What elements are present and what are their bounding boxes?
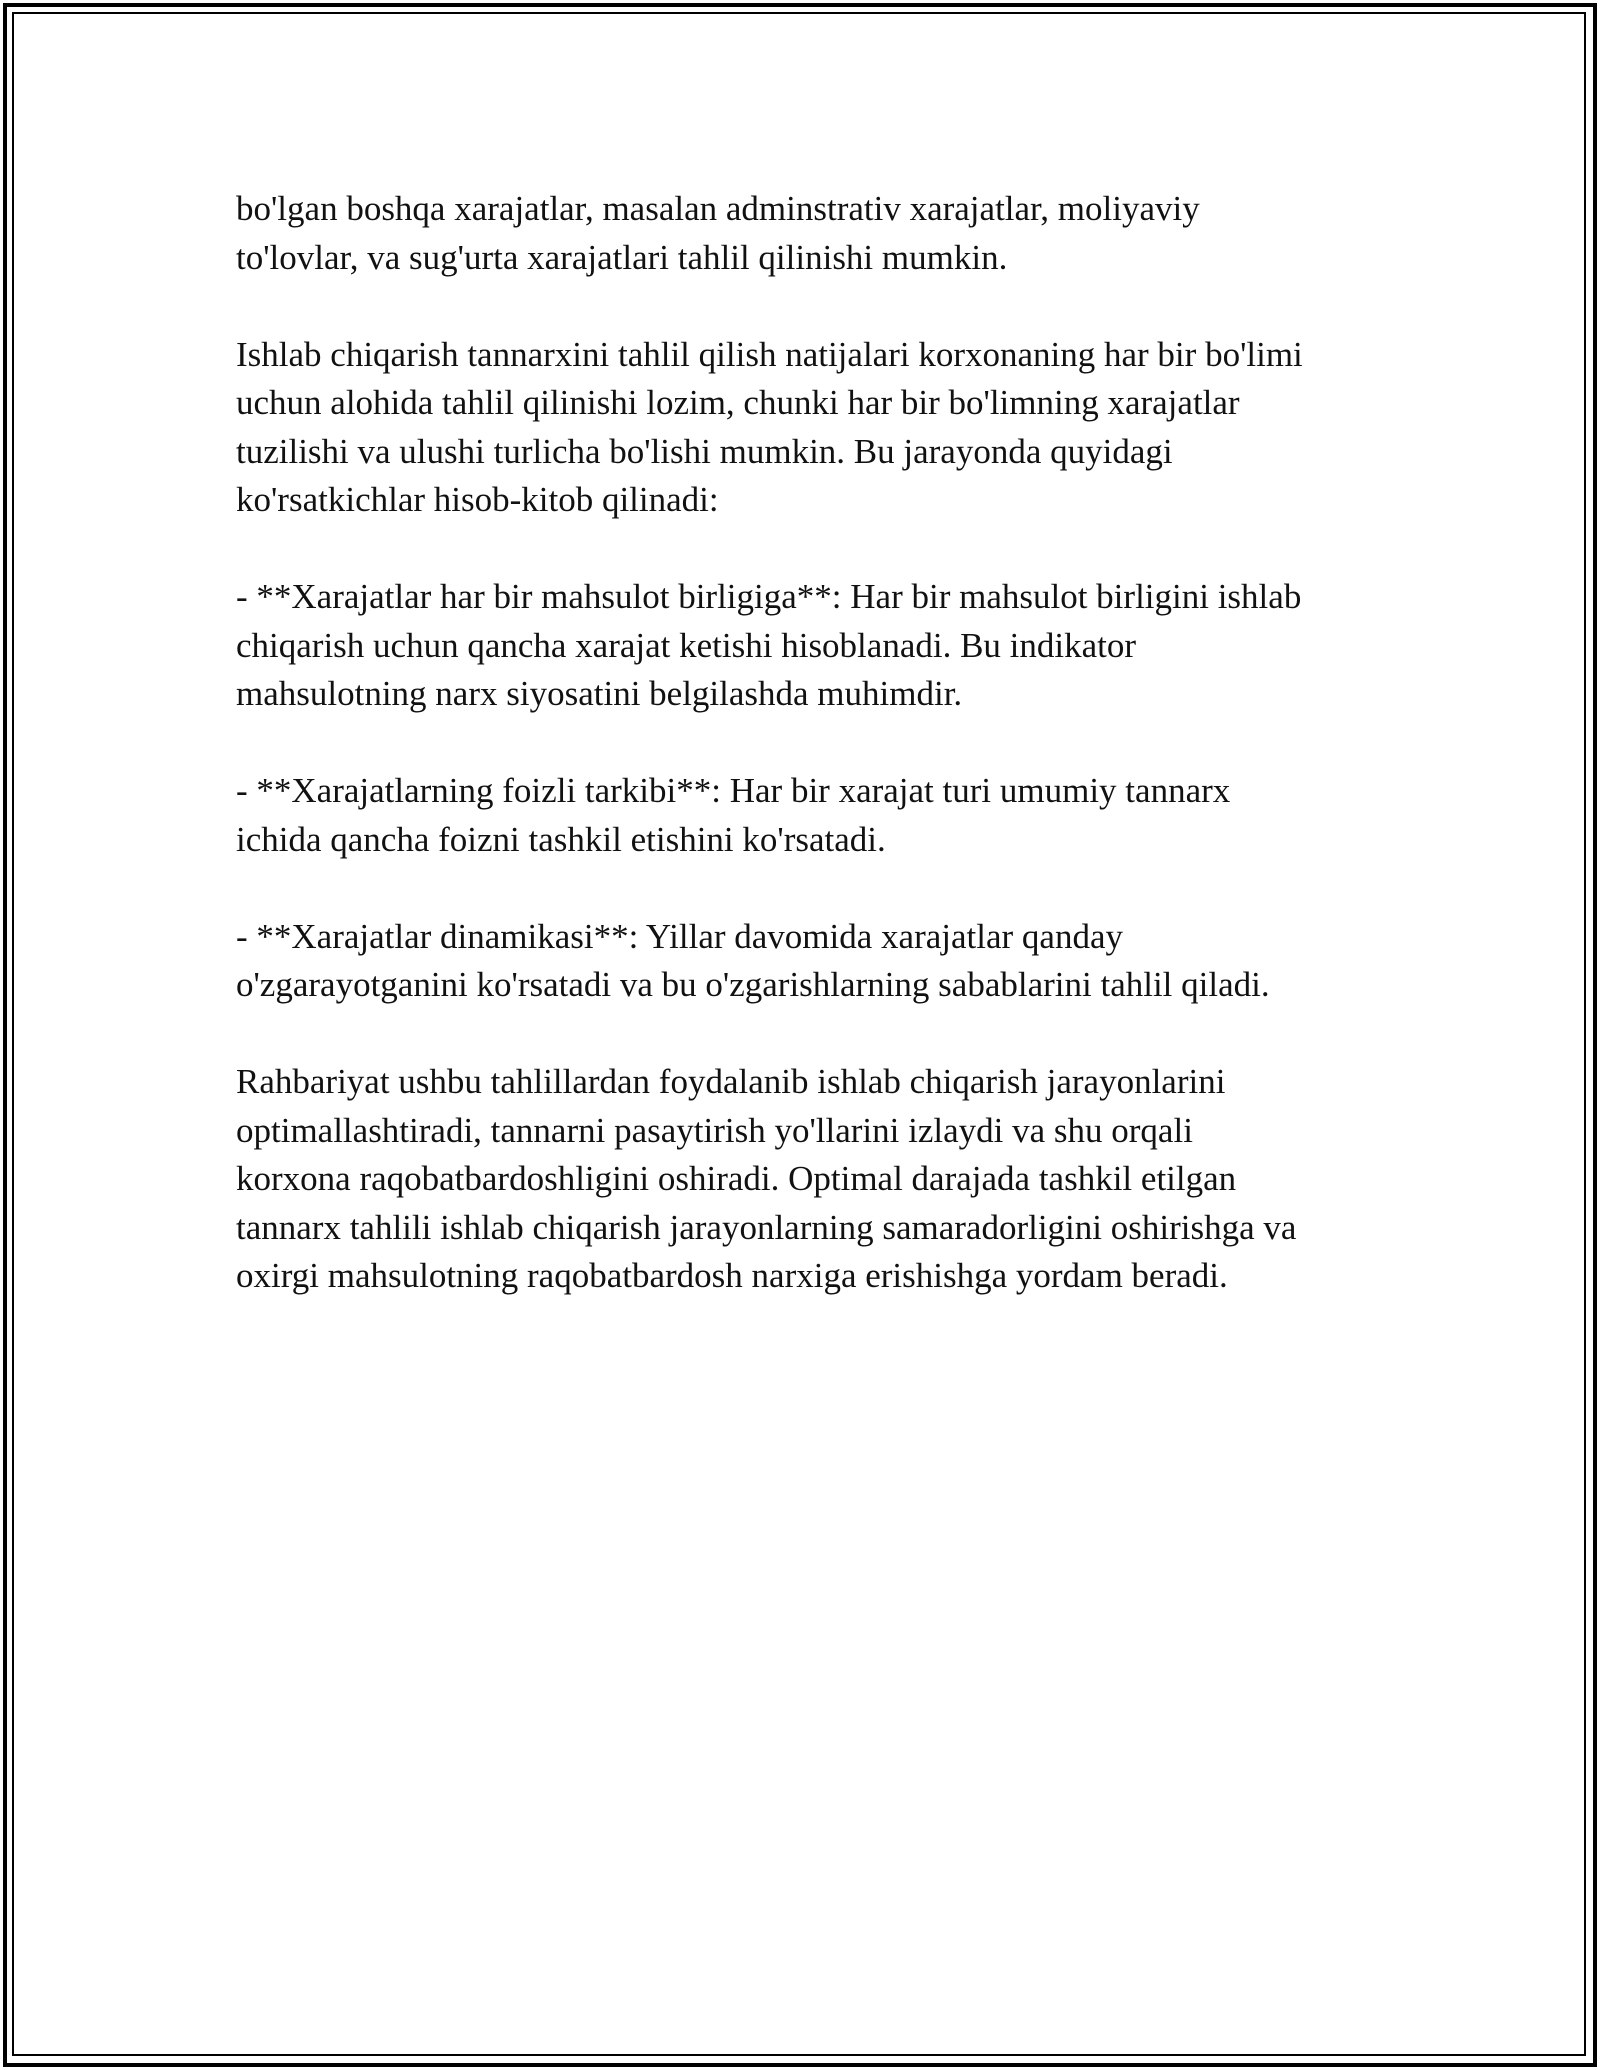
text-line: optimallashtiradi, tannarni pasaytirish yo'llarini izlaydi va shu orqali [236,1110,1193,1150]
text-line: tannarx tahlili ishlab chiqarish jarayonlarning samaradorligini oshirishga va [236,1207,1297,1247]
text-line: Ishlab chiqarish tannarxini tahlil qilish natijalari korxonaning har bir bo'limi [236,334,1303,374]
paragraph-1 [236,185,1376,282]
paragraph-2 [236,331,1376,525]
text-line: tuzilishi va ulushi turlicha bo'lishi mumkin. Bu jarayonda quyidagi [236,431,1173,471]
text-line: chiqarish uchun qancha xarajat ketishi hisoblanadi. Bu indikator [236,625,1137,665]
text-line: to'lovlar, va sug'urta xarajatlari tahlil qilinishi mumkin. [236,237,1008,277]
text-line: Rahbariyat ushbu tahlillardan foydalanib ishlab chiqarish jarayonlarini [236,1062,1226,1101]
document-body [236,185,1376,1349]
text-line: ichida qancha foizni tashkil etishini ko'rsatadi. [236,819,886,859]
text-line: - **Xarajatlar dinamikasi**: Yillar davomida xarajatlar qanday [236,916,1123,956]
text-line: - **Xarajatlar har bir mahsulot birligiga**: Har bir mahsulot birligini ishlab [236,577,1302,616]
text-line: - **Xarajatlarning foizli tarkibi**: Har bir xarajat turi umumiy tannarx [236,771,1231,810]
text-line: ko'rsatkichlar hisob-kitob qilinadi: [236,480,719,519]
paragraph-6 [236,1058,1376,1301]
paragraph-4-list-item [236,767,1376,864]
text-line: oxirgi mahsulotning raqobatbardosh narxiga erishishga yordam beradi. [236,1256,1228,1295]
text-line: korxona raqobatbardoshligini oshiradi. Optimal darajada tashkil etilgan [236,1159,1237,1198]
paragraph-5-list-item [236,913,1376,1010]
text-line: mahsulotning narx siyosatini belgilashda muhimdir. [236,674,963,713]
text-line: uchun alohida tahlil qilinishi lozim, chunki har bir bo'limning xarajatlar [236,383,1240,422]
text-line: o'zgarayotganini ko'rsatadi va bu o'zgarishlarning sabablarini tahlil qiladi. [236,965,1270,1004]
paragraph-3-list-item [236,573,1376,719]
text-line: bo'lgan boshqa xarajatlar, masalan adminstrativ xarajatlar, moliyaviy [236,189,1200,228]
